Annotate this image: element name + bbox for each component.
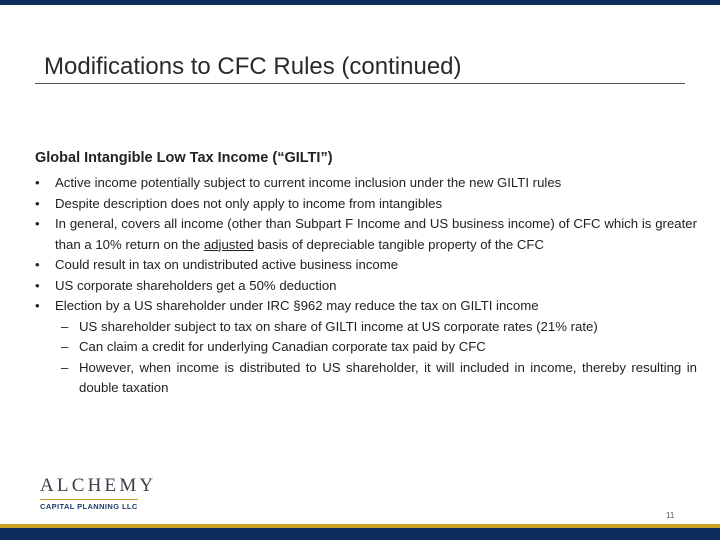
sub-bullet-item	[55, 317, 697, 338]
bullet-icon: •	[35, 277, 40, 293]
bullet-icon: •	[35, 257, 40, 272]
bullet-item	[35, 194, 697, 215]
logo-divider	[40, 499, 138, 500]
slide-title: Modifications to CFC Rules (continued)	[44, 53, 462, 80]
bullet-text-part: basis of depreciable tangible property of the CFC	[253, 236, 544, 252]
bullet-item	[35, 173, 697, 194]
logo-wordmark: ALCHEMY	[40, 475, 157, 496]
bullet-icon: •	[35, 216, 40, 231]
bullet-list	[35, 173, 697, 399]
dash-icon: –	[61, 318, 69, 334]
bullet-text	[55, 216, 697, 252]
bottom-accent-bar	[0, 528, 720, 540]
title-divider	[35, 83, 685, 84]
page-number: 11	[666, 511, 675, 520]
company-logo	[40, 475, 157, 511]
bullet-item	[35, 255, 697, 276]
dash-icon: –	[61, 359, 69, 375]
sub-bullet-item	[55, 337, 697, 358]
bullet-item	[35, 214, 697, 255]
sub-bullet-list	[55, 317, 697, 399]
bullet-icon: •	[35, 175, 40, 190]
bullet-text: Active income potentially subject to current income inclusion under the new GILTI rules	[55, 175, 562, 190]
bullet-icon: •	[35, 195, 40, 211]
sub-bullet-text: However, when income is distributed to US shareholder, it will included in income, thereby resulting in double taxation	[79, 359, 697, 395]
section-heading: Global Intangible Low Tax Income (“GILTI”)	[35, 150, 333, 166]
top-accent-bar	[0, 0, 720, 5]
bullet-text: Election by a US shareholder under IRC §962 may reduce the tax on GILTI income	[55, 298, 539, 313]
underlined-term: adjusted	[203, 236, 254, 252]
sub-bullet-text: US shareholder subject to tax on share of GILTI income at US corporate rates (21% rate)	[79, 318, 598, 334]
bullet-icon: •	[35, 298, 40, 313]
bullet-item	[35, 276, 697, 297]
bullet-text: Could result in tax on undistributed active business income	[55, 257, 399, 272]
sub-bullet-text: Can claim a credit for underlying Canadian corporate tax paid by CFC	[79, 339, 486, 354]
bullet-item	[35, 296, 697, 399]
bullet-text: US corporate shareholders get a 50% deduction	[55, 277, 337, 293]
bullet-text: Despite description does not only apply to income from intangibles	[55, 195, 443, 211]
dash-icon: –	[61, 339, 69, 354]
logo-tagline: CAPITAL PLANNING LLC	[40, 502, 138, 511]
bullet-text-part: In general, covers all income (other than Subpart F Income and US business income) of CFC which is greater than a 10% return on the	[55, 216, 697, 252]
sub-bullet-item	[55, 358, 697, 399]
